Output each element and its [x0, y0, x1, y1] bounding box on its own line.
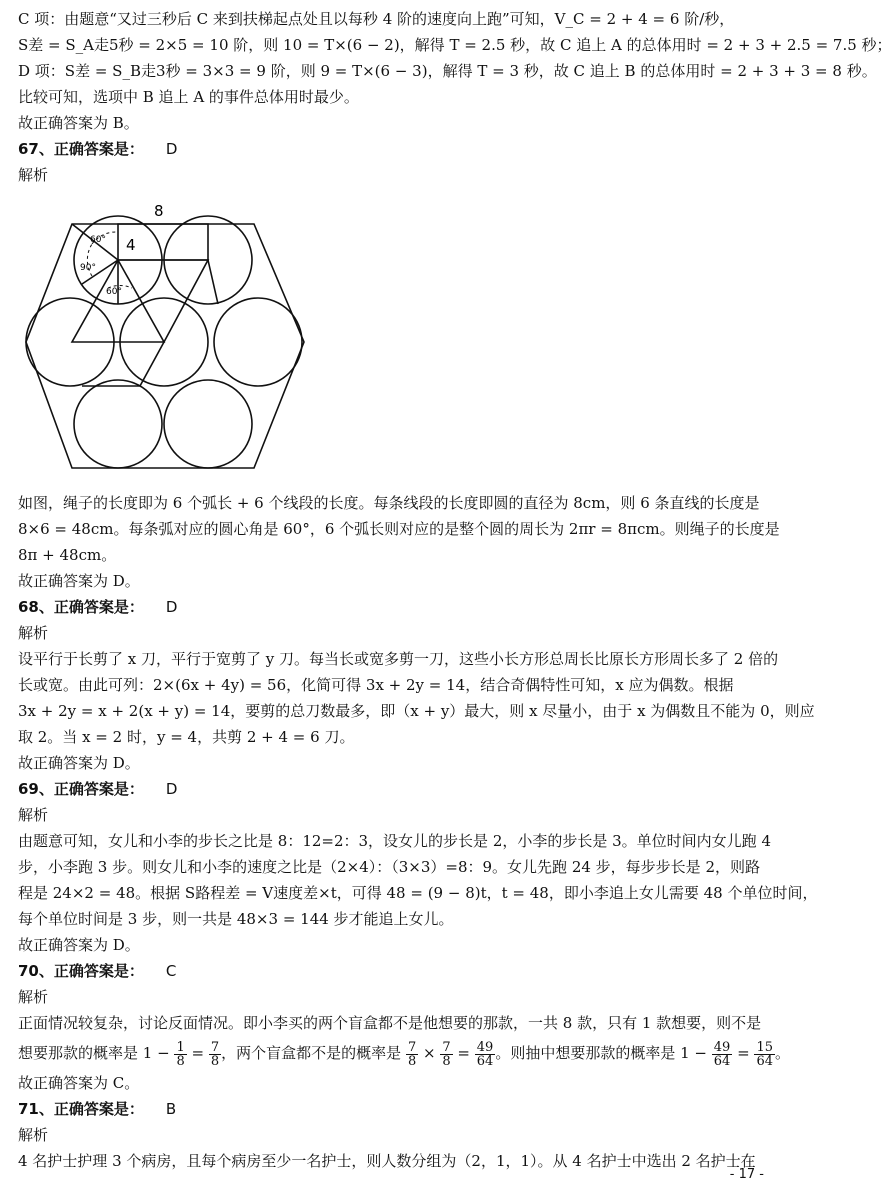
- label-top-8: 8: [154, 202, 164, 220]
- q69-line-2: 步，小李跑 3 步。则女儿和小李的速度之比是（2×4）：（3×3）=8：9。女儿先跑 24 步，每步步长是 2，则路: [18, 858, 760, 876]
- fraction-7-8-a: $\frac{7}{8}$: [407, 1039, 417, 1069]
- q68-analysis-label: 解析: [18, 624, 49, 642]
- document-page: [18, 6, 892, 1174]
- q68-line-4: 取 2。当 x = 2 时，y = 4，共剪 2 + 4 = 6 刀。: [18, 728, 355, 746]
- option-d-answer: 故正确答案为 B。: [18, 114, 139, 132]
- q69-line-3: 程是 24×2 = 48。根据 S路程差 = V速度差×t，可得 48 = (9 − 8)t，t = 48，即小李追上女儿需要 48 个单位时间，: [18, 884, 818, 902]
- q68-line-3: 3x + 2y = x + 2(x + y) = 14，要剪的总刀数最多，即（x + y）最大，则 x 尽量小，由于 x 为偶数且不能为 0，则应: [18, 702, 815, 720]
- label-angle-90: 90°: [80, 263, 96, 273]
- option-c-line-2: S差 = S_A走5秒 = 2×5 = 10 阶，则 10 = T×(6 − 2)，解得 T = 2.5 秒，故 C 追上 A 的总体用时 = 2 + 3 + 2.5 = 7.5 秒；: [18, 36, 892, 54]
- q69-analysis-label: 解析: [18, 806, 49, 824]
- q70-heading: 70、正确答案是： C: [18, 962, 177, 980]
- fraction-49-64-b: $\frac{49}{64}$: [713, 1039, 731, 1069]
- q71-line-1: 4 名护士护理 3 个病房，且每个病房至少一名护士，则人数分组为（2，1，1）。从 4 名护士中选出 2 名护士在: [18, 1152, 756, 1170]
- option-c-line-1: C 项：由题意“又过三秒后 C 来到扶梯起点处且以每秒 4 阶的速度向上跑”可知，V_C = 2 + 4 = 6 阶/秒，: [18, 10, 735, 28]
- fraction-7-8: $\frac{7}{8}$: [210, 1039, 220, 1069]
- q68-answer: D: [165, 598, 178, 616]
- fraction-7-8-b: $\frac{7}{8}$: [442, 1039, 451, 1069]
- q67-answer-line: 故正确答案为 D。: [18, 572, 140, 590]
- label-angle-60-bottom: 60°: [106, 287, 122, 297]
- q69-answer: D: [165, 780, 178, 798]
- q71-answer: B: [165, 1100, 177, 1118]
- q67-answer: D: [165, 140, 178, 158]
- q70-line-1: 正面情况较复杂，讨论反面情况。即小李买的两个盲盒都不是他想要的那款，一共 8 款，只有 1 款想要，则不是: [18, 1014, 762, 1032]
- q69-line-1: 由题意可知，女儿和小李的步长之比是 8：12=2：3，设女儿的步长是 2，小李的步长是 3。单位时间内女儿跑 4: [18, 832, 771, 850]
- q69-answer-line: 故正确答案为 D。: [18, 936, 140, 954]
- q71-heading: 71、正确答案是： B: [18, 1100, 177, 1118]
- q67-line-1: 如图，绳子的长度即为 6 个弧长 + 6 个线段的长度。每条线段的长度即圆的直径为 8cm，则 6 条直线的长度是: [18, 494, 760, 512]
- q68-line-1: 设平行于长剪了 x 刀，平行于宽剪了 y 刀。每当长或宽多剪一刀，这些小长方形总周长比原长方形周长多了 2 倍的: [18, 650, 779, 668]
- circle-bottom-left: [74, 380, 162, 468]
- fraction-49-64: $\frac{49}{64}$: [476, 1039, 494, 1069]
- upper-triangle: [118, 260, 208, 342]
- page-number: - 17 -: [729, 1167, 764, 1182]
- q69-heading: 69、正确答案是： D: [18, 780, 178, 798]
- q68-answer-line: 故正确答案为 D。: [18, 754, 140, 772]
- q70-line-2: 想要那款的概率是 1 − $\frac{1}{8}$ = $\frac{7}{8}$ ，两个盲盒都不是的概率是 $\frac{7}{8}$ × $\frac{7}{8}$ = $\frac{49}{64}$ 。则抽中想要那款的概率是 1 − $\frac{49}{64}$ = $\frac{15}{64}$ 。: [18, 1039, 791, 1069]
- q67-heading: 67、正确答案是： D: [18, 140, 178, 158]
- rope-circles-figure: [22, 196, 312, 496]
- q69-line-4: 每个单位时间是 3 步，则一共是 48×3 = 144 步才能追上女儿。: [18, 910, 454, 928]
- q67-line-3: 8π + 48cm。: [18, 546, 117, 564]
- side-line: [208, 260, 218, 304]
- q67-line-2: 8×6 = 48cm。每条弧对应的圆心角是 60°，6 个弧长则对应的是整个圆的周长为 2πr = 8πcm。则绳子的长度是: [18, 520, 780, 538]
- option-d-line-1: D 项：S差 = S_B走3秒 = 3×3 = 9 阶，则 9 = T×(6 − 3)，解得 T = 3 秒，故 C 追上 B 的总体用时 = 2 + 3 + 3 = 8 秒。: [18, 62, 877, 80]
- fraction-15-64: $\frac{15}{64}$: [756, 1039, 773, 1069]
- fraction-1-8: $\frac{1}{8}$: [176, 1039, 185, 1069]
- q68-heading: 68、正确答案是： D: [18, 598, 178, 616]
- q70-answer: C: [165, 962, 177, 980]
- q68-line-2: 长或宽。由此可列：2×(6x + 4y) = 56，化简可得 3x + 2y = 14，结合奇偶特性可知，x 应为偶数。根据: [18, 676, 734, 694]
- circle-bottom-right: [164, 380, 252, 468]
- q70-analysis-label: 解析: [18, 988, 49, 1006]
- q71-analysis-label: 解析: [18, 1126, 49, 1144]
- circle-mid-right: [214, 298, 302, 386]
- label-mid-4: 4: [126, 236, 136, 254]
- q70-answer-line: 故正确答案为 C。: [18, 1074, 140, 1092]
- q67-analysis-label: 解析: [18, 166, 49, 184]
- option-d-line-2: 比较可知，选项中 B 追上 A 的事件总体用时最少。: [18, 88, 359, 106]
- label-angle-60-top: 60°: [90, 235, 106, 245]
